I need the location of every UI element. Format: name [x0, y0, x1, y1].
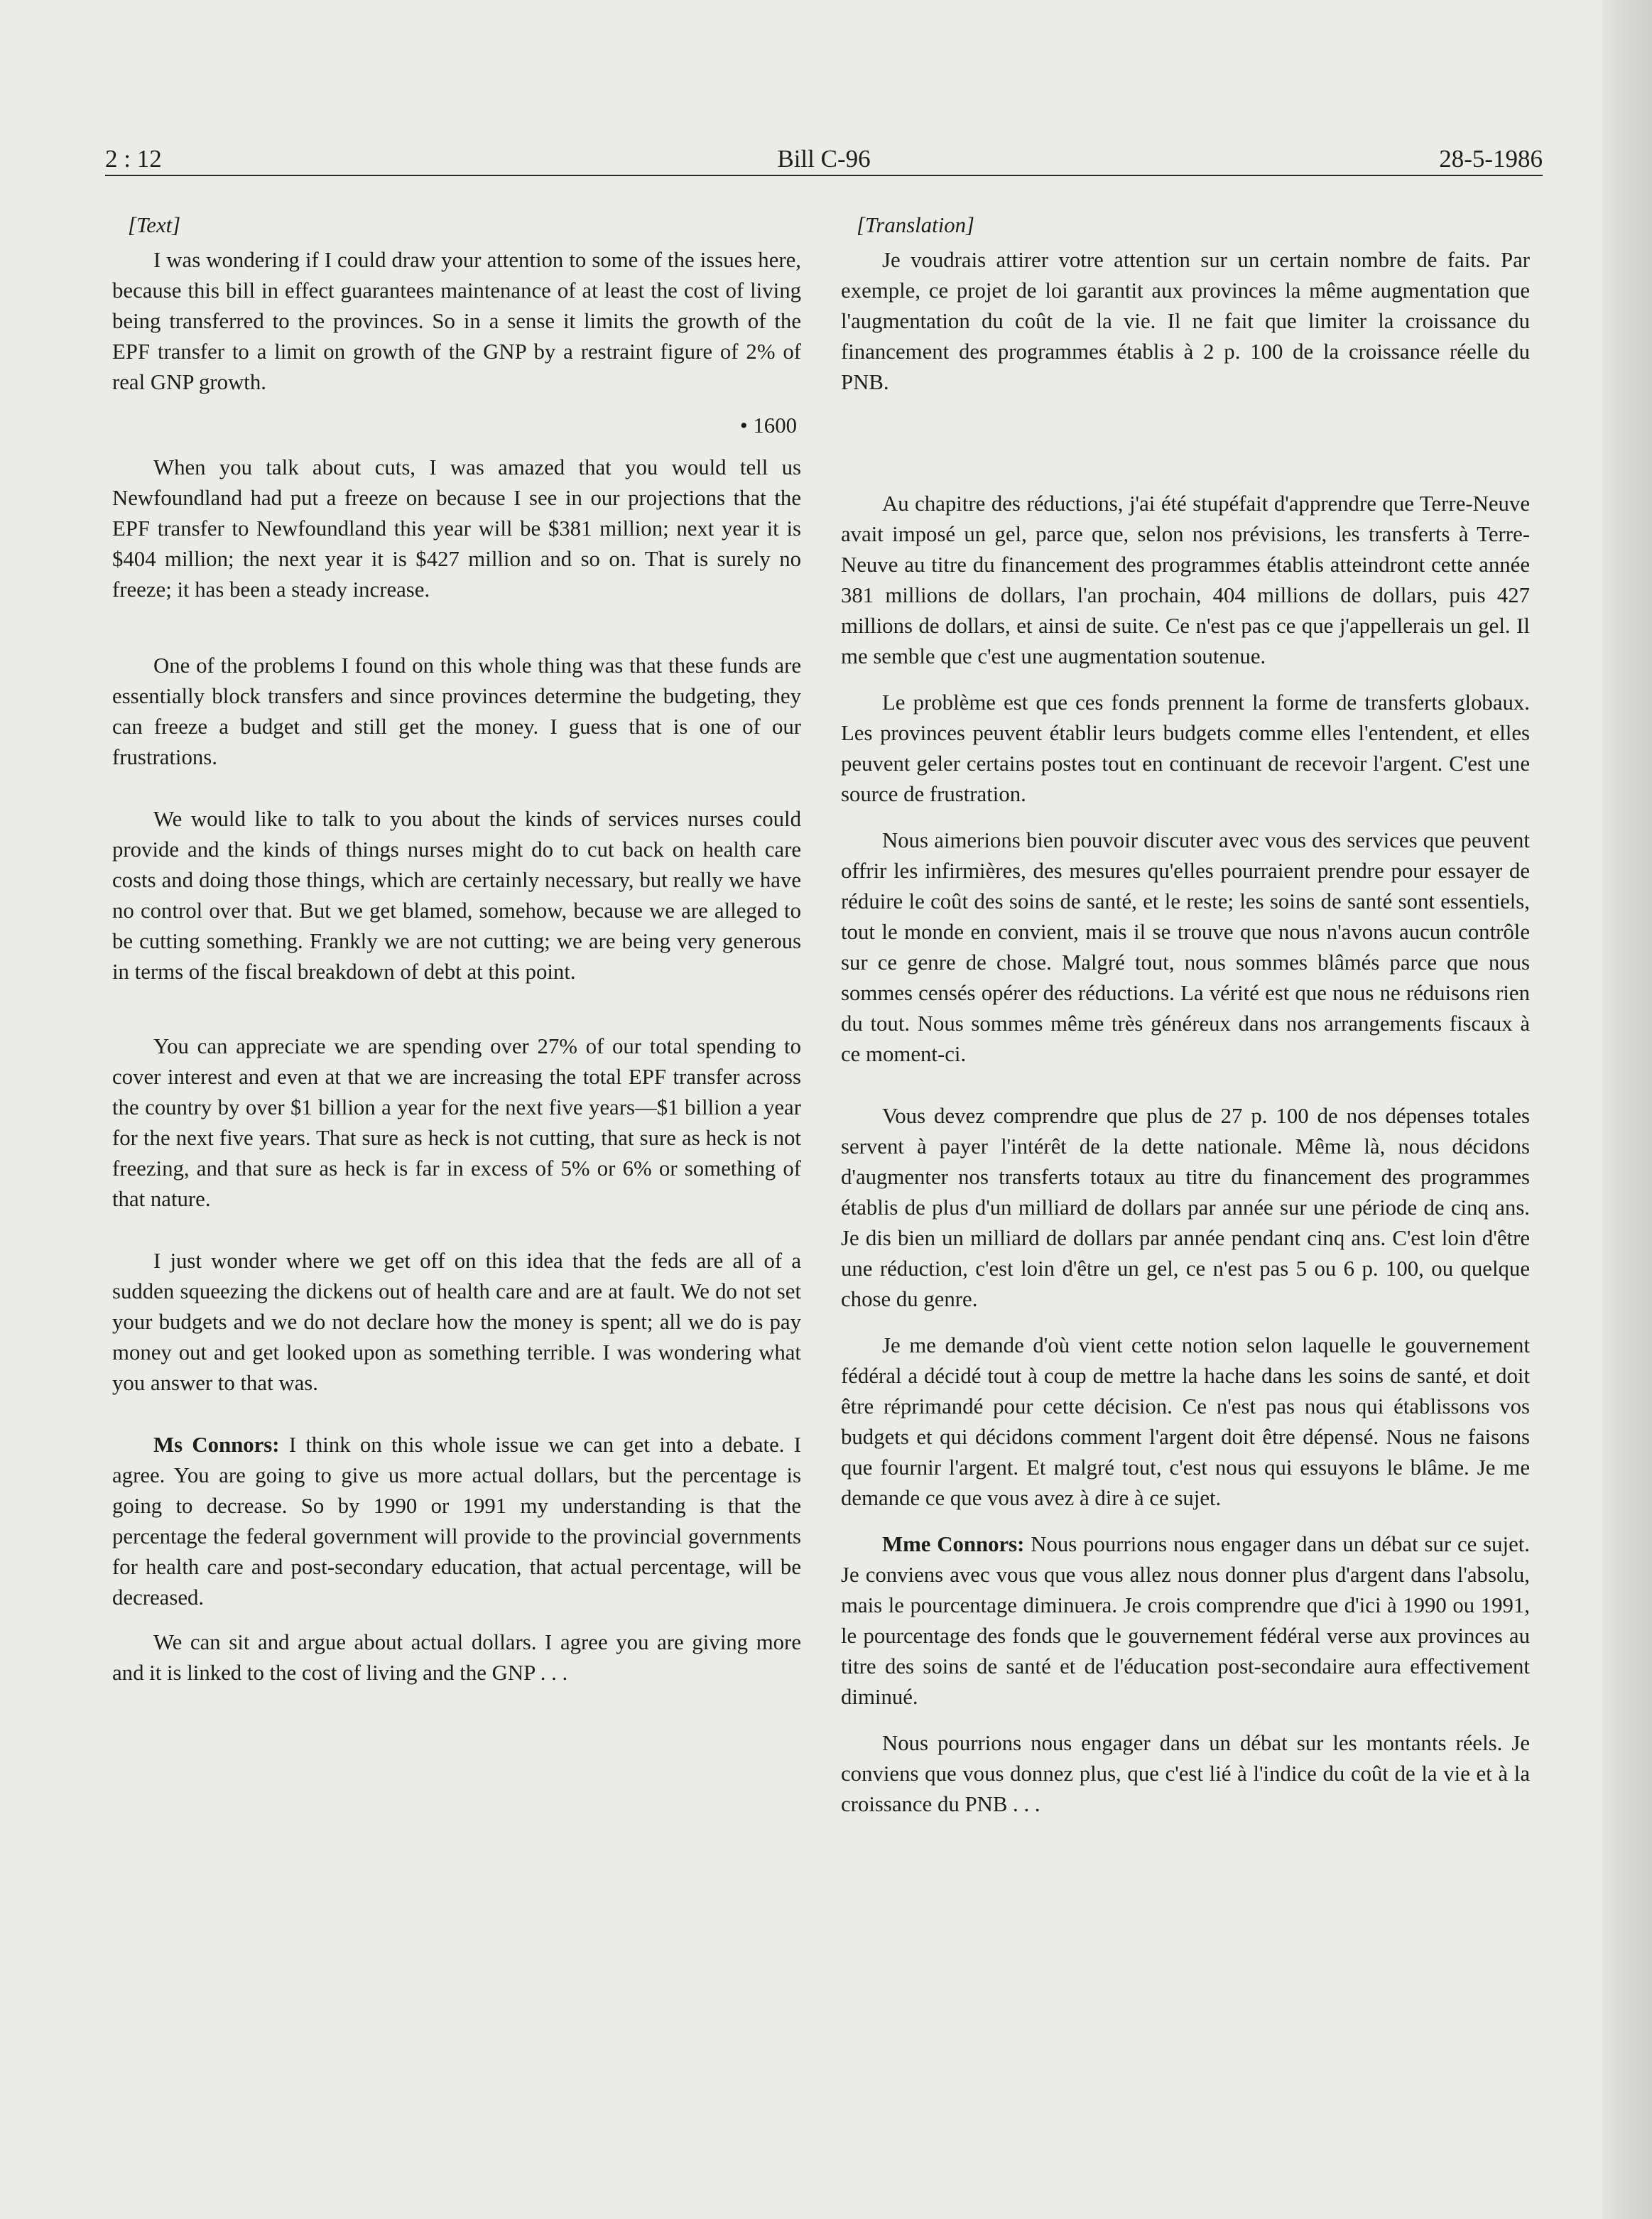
french-column — [841, 210, 1530, 1820]
paragraph: Vous devez comprendre que plus de 27 p. 100 de nos dépenses totales servent à payer l'intérêt de la dette nationale. Même là, nous décidons d'augmenter nos transferts totaux au titre du financement des programmes établis de plus d'un milliard de dollars par année sur une période de cinq ans. Je dis bien un milliard de dollars par année pendant cinq ans. C'est loin d'être une réduction, c'est loin d'être un gel, ce n'est pas 5 ou 6 p. 100, ou quelque chose du genre. — [841, 1104, 1530, 1311]
translation-label: [Translation] — [857, 213, 975, 237]
page-edge-shadow — [1602, 0, 1652, 2219]
time-marker-value: 1600 — [753, 413, 797, 438]
paragraph: I just wonder where we get off on this idea that the feds are all of a sudden squeezing the dickens out of health care and are at fault. We do not set your budgets and we do not declare how the money is spent; all we do is pay money out and get looked upon as something terrible. I was wondering what you answer to that was. — [112, 1249, 801, 1395]
paragraph: Je me demande d'où vient cette notion selon laquelle le gouvernement fédéral a décidé tout à coup de mettre la hache dans les soins de santé, et doit être réprimandé pour cette décision. Ce n'est pas nous qui établissons vos budgets et qui décidons comment l'argent doit être dépensé. Nous ne faisons que fournir l'argent. Et malgré tout, c'est nous qui essuyons le blâme. Je me demande ce que vous avez à dire à ce sujet. — [841, 1333, 1530, 1510]
page-number: 2 : 12 — [105, 145, 162, 173]
speaker-name: Mme Connors: — [882, 1532, 1025, 1556]
paragraph: We can sit and argue about actual dollars. I agree you are giving more and it is linked to the cost of living and the GNP . . . — [112, 1630, 801, 1685]
paragraph: We would like to talk to you about the kinds of services nurses could provide and the kinds of things nurses might do to cut back on health care costs and doing those things, which are certainly necessary, but really we have no control over that. But we get blamed, somehow, because we are alleged to be cutting something. Frankly we are not cutting; we are being very generous in terms of the fiscal breakdown of debt at this point. — [112, 807, 801, 984]
paragraph: Le problème est que ces fonds prennent la forme de transferts globaux. Les provinces peuvent établir leurs budgets comme elles l'entendent, et elles peuvent geler certains postes tout en continuant de recevoir l'argent. C'est une source de frustration. — [841, 690, 1530, 806]
paragraph-text: I think on this whole issue we can get into a debate. I agree. You are going to give us more actual dollars, but the percentage is going to decrease. So by 1990 or 1991 my understanding is that the percentage the federal government will provide to the provincial governments for health care and post-secondary education, that actual percentage, will be decreased. — [112, 1433, 801, 1610]
speaker-name: Ms Connors: — [153, 1433, 280, 1457]
page-header — [105, 142, 1543, 175]
paragraph: One of the problems I found on this whole thing was that these funds are essentially block transfers and since provinces determine the budgeting, they can freeze a budget and still get the money. I guess that is one of our frustrations. — [112, 653, 801, 769]
speaker-paragraph — [841, 1529, 1530, 1713]
text-label: [Text] — [128, 213, 181, 237]
header-rule — [105, 175, 1543, 176]
paragraph: I was wondering if I could draw your attention to some of the issues here, because this bill in effect guarantees maintenance of at least the cost of living being transferred to the provinces. So in a sense it limits the growth of the EPF transfer to a limit on growth of the GNP by a restraint figure of 2% of real GNP growth. — [112, 248, 801, 394]
paragraph: Nous aimerions bien pouvoir discuter avec vous des services que peuvent offrir les infirmières, des mesures qu'elles pourraient prendre pour essayer de réduire le coût des soins de santé, et le reste; les soins de santé sont essentiels, tout le monde en convient, mais il se trouve que nous n'avons aucun contrôle sur ce genre de chose. Malgré tout, nous sommes blâmés parce que nous sommes censés opérer des réductions. La vérité est que nous ne réduisons rien du tout. Nous sommes même très généreux dans nos arrangements fiscaux à ce moment-ci. — [841, 828, 1530, 1066]
header-date: 28-5-1986 — [1439, 145, 1543, 173]
paragraph-text: Nous pourrions nous engager dans un débat sur ce sujet. Je conviens avec vous que vous allez nous donner plus d'argent dans l'absolu, mais le pourcentage diminuera. Je crois comprendre que d'ici à 1990 ou 1991, le pourcentage des fonds que le gouvernement fédéral verse aux provinces au titre des soins de santé et de l'éducation post-secondaire aura effectivement diminué. — [841, 1532, 1530, 1709]
time-marker: • 1600 — [739, 413, 797, 438]
bill-title: Bill C-96 — [777, 145, 871, 173]
paragraph: When you talk about cuts, I was amazed that you would tell us Newfoundland had put a freeze on because I see in our projections that the EPF transfer to Newfoundland this year will be $381 million; next year it is $404 million; the next year it is $427 million and so on. That is surely no freeze; it has been a steady increase. — [112, 455, 801, 602]
english-column — [112, 210, 801, 1688]
paragraph: You can appreciate we are spending over 27% of our total spending to cover interest and even at that we are increasing the total EPF transfer across the country by over $1 billion a year for the next five years—$1 billion a year for the next five years. That sure as heck is not cutting, that sure as heck is not freezing, and that sure as heck is far in excess of 5% or 6% or something of that nature. — [112, 1034, 801, 1211]
speaker-paragraph — [112, 1430, 801, 1613]
paragraph: Nous pourrions nous engager dans un débat sur les montants réels. Je conviens que vous donnez plus, que c'est lié à l'indice du coût de la vie et à la croissance du PNB . . . — [841, 1731, 1530, 1816]
paragraph: Je voudrais attirer votre attention sur un certain nombre de faits. Par exemple, ce projet de loi garantit aux provinces la même augmentation que l'augmentation du coût de la vie. Il ne fait que limiter la croissance du financement des programmes établis à 2 p. 100 de la croissance réelle du PNB. — [841, 248, 1530, 394]
paragraph: Au chapitre des réductions, j'ai été stupéfait d'apprendre que Terre-Neuve avait imposé un gel, parce que, selon nos prévisions, les transferts à Terre-Neuve au titre du financement des programmes établis atteindront cette année 381 millions de dollars, l'an prochain, 404 millions de dollars, puis 427 millions de dollars, et ainsi de suite. Ce n'est pas ce que j'appellerais un gel. Il me semble que c'est une augmentation soutenue. — [841, 492, 1530, 668]
